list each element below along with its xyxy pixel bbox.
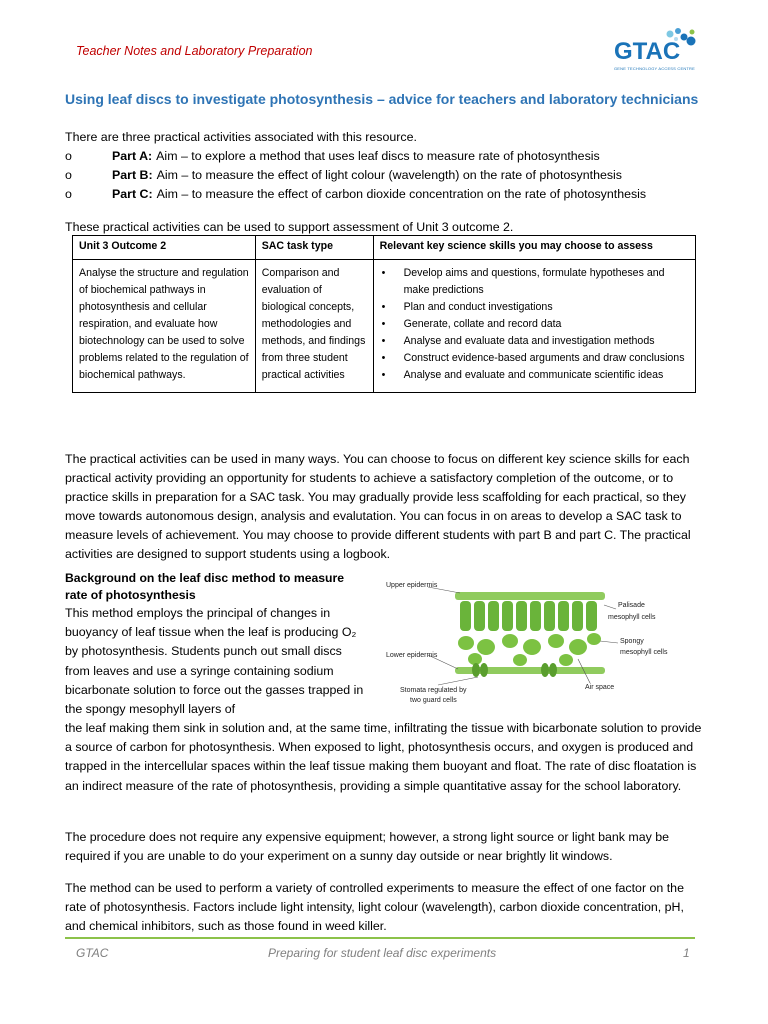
logo-text: GTAC [614, 38, 681, 65]
footer-title: Preparing for student leaf disc experiments [268, 946, 497, 960]
assessment-table [72, 235, 696, 393]
usage-paragraph: The practical activities can be used in many ways. You can choose to focus on different key science skills for each practical activity providing an opportunity for students to achieve a satisfactory completion of the outcome, or to practice skills in preparation for a SAC task. You may gradually provide less scaffolding for each practical, so they move towards autonomous design, analysis and evalutation. You can focus in on areas to develop a SAC task to measure levels of achievement. You may choose to provide different students with part B and part C. The practical activities are designed to support students using a logbook. [65, 452, 691, 561]
footer-divider [65, 937, 695, 939]
skill-item: • Construct evidence-based arguments and draw conclusions [380, 350, 689, 367]
skill-item: • Develop aims and questions, formulate hypotheses and make predictions [380, 265, 689, 299]
table-header-row [73, 236, 696, 260]
experiments-paragraph: The method can be used to perform a variety of controlled experiments to measure the effect of one factor on the rate of photosynthesis. Factors include light intensity, light colour (wavelength), carbon dioxide concentration, pH, and chemical inhibitors, such as those found in weed killer. [65, 881, 684, 933]
background-text-full: the leaf making them sink in solution and, at the same time, infiltrating the tissue with bicarbonate solution to provide a source of carbon for photosynthesis. When exposed to light, photosynthesis occurs, and oxygen is produced and trapped in the intercellular spaces within the leaf tissue making them buoyant and float. The rate of disc floatation is an indirect measure of the rate of photosynthesis, providing a simple quantitative assay for the school laboratory. [65, 721, 702, 793]
label-air-space: Air space [585, 684, 615, 691]
part-aim: Aim – to measure the effect of carbon dioxide concentration on the rate of photosynthesis [156, 187, 647, 201]
spongy-cells [458, 633, 601, 666]
skill-item: • Analyse and evaluate data and investigation methods [380, 333, 689, 350]
part-item-b [65, 166, 705, 185]
label-spongy-2: mesophyll cells [620, 649, 668, 656]
table-header: Unit 3 Outcome 2 [73, 236, 256, 260]
part-item-a [65, 147, 705, 166]
footer-org: GTAC [76, 946, 109, 960]
table-header: Relevant key science skills you may choose to assess [373, 236, 695, 260]
skills-cell [373, 260, 695, 393]
label-lower-epidermis: Lower epidermis [386, 652, 438, 659]
label-spongy-1: Spongy [620, 638, 644, 645]
skills-list [380, 265, 689, 384]
table-header: SAC task type [255, 236, 373, 260]
leaf-cross-section-diagram [380, 575, 700, 715]
equipment-paragraph: The procedure does not require any expensive equipment; however, a strong light source or light bank may be required if you are unable to do your experiment on a sunny day outside or near brightly lit windows. [65, 830, 670, 863]
label-upper-epidermis: Upper epidermis [386, 582, 438, 589]
intro-text: There are three practical activities associated with this resource. [65, 130, 417, 144]
logo-subtitle: GENE TECHNOLOGY ACCESS CENTRE [614, 66, 696, 71]
part-bullet: o [65, 149, 72, 163]
label-stomata-1: Stomata regulated by [400, 687, 467, 694]
part-aim: Aim – to measure the effect of light colour (wavelength) on the rate of photosynthesis [156, 168, 622, 182]
skill-item: • Analyse and evaluate and communicate scientific ideas [380, 367, 689, 384]
part-bullet: o [65, 168, 72, 182]
table-row [73, 260, 696, 393]
part-label: Part A: [112, 149, 153, 163]
header-note: Teacher Notes and Laboratory Preparation [76, 44, 313, 58]
part-label: Part B: [112, 168, 153, 182]
label-stomata-2: two guard cells [410, 697, 457, 704]
palisade-cells [460, 601, 597, 631]
skill-item: • Generate, collate and record data [380, 316, 689, 333]
page-number: 1 [683, 946, 690, 960]
background-heading: Background on the leaf disc method to measure rate of photosynthesis [65, 571, 345, 602]
page-title: Using leaf discs to investigate photosynthesis – advice for teachers and laboratory technicians [65, 91, 699, 107]
label-palisade-1: Palisade [618, 602, 645, 609]
part-aim: Aim – to explore a method that uses leaf discs to measure rate of photosynthesis [156, 149, 600, 163]
part-label: Part C: [112, 187, 153, 201]
background-text-left: This method employs the principal of changes in buoyancy of leaf tissue when the leaf is producing O₂ by photosynthesis. Students punch out small discs from leaves and use a syringe containing sodium bicarbonate solution to force out the gasses trapped in the spongy mesophyll layers of [65, 606, 364, 717]
skill-item: • Plan and conduct investigations [380, 299, 689, 316]
support-text: These practical activities can be used to support assessment of Unit 3 outcome 2. [65, 220, 514, 234]
part-bullet: o [65, 187, 72, 201]
parts-list [65, 147, 705, 204]
label-palisade-2: mesophyll cells [608, 614, 656, 621]
outcome-cell: Analyse the structure and regulation of biochemical pathways in photosynthesis and cellular respiration, and evaluate how biotechnology can be used to solve problems related to the regulation of biochemical pathways. [73, 260, 256, 393]
part-item-c [65, 185, 705, 204]
task-type-cell: Comparison and evaluation of biological concepts, methodologies and methods, and findings from three student practical activities [255, 260, 373, 393]
upper-epidermis-band [455, 592, 605, 600]
